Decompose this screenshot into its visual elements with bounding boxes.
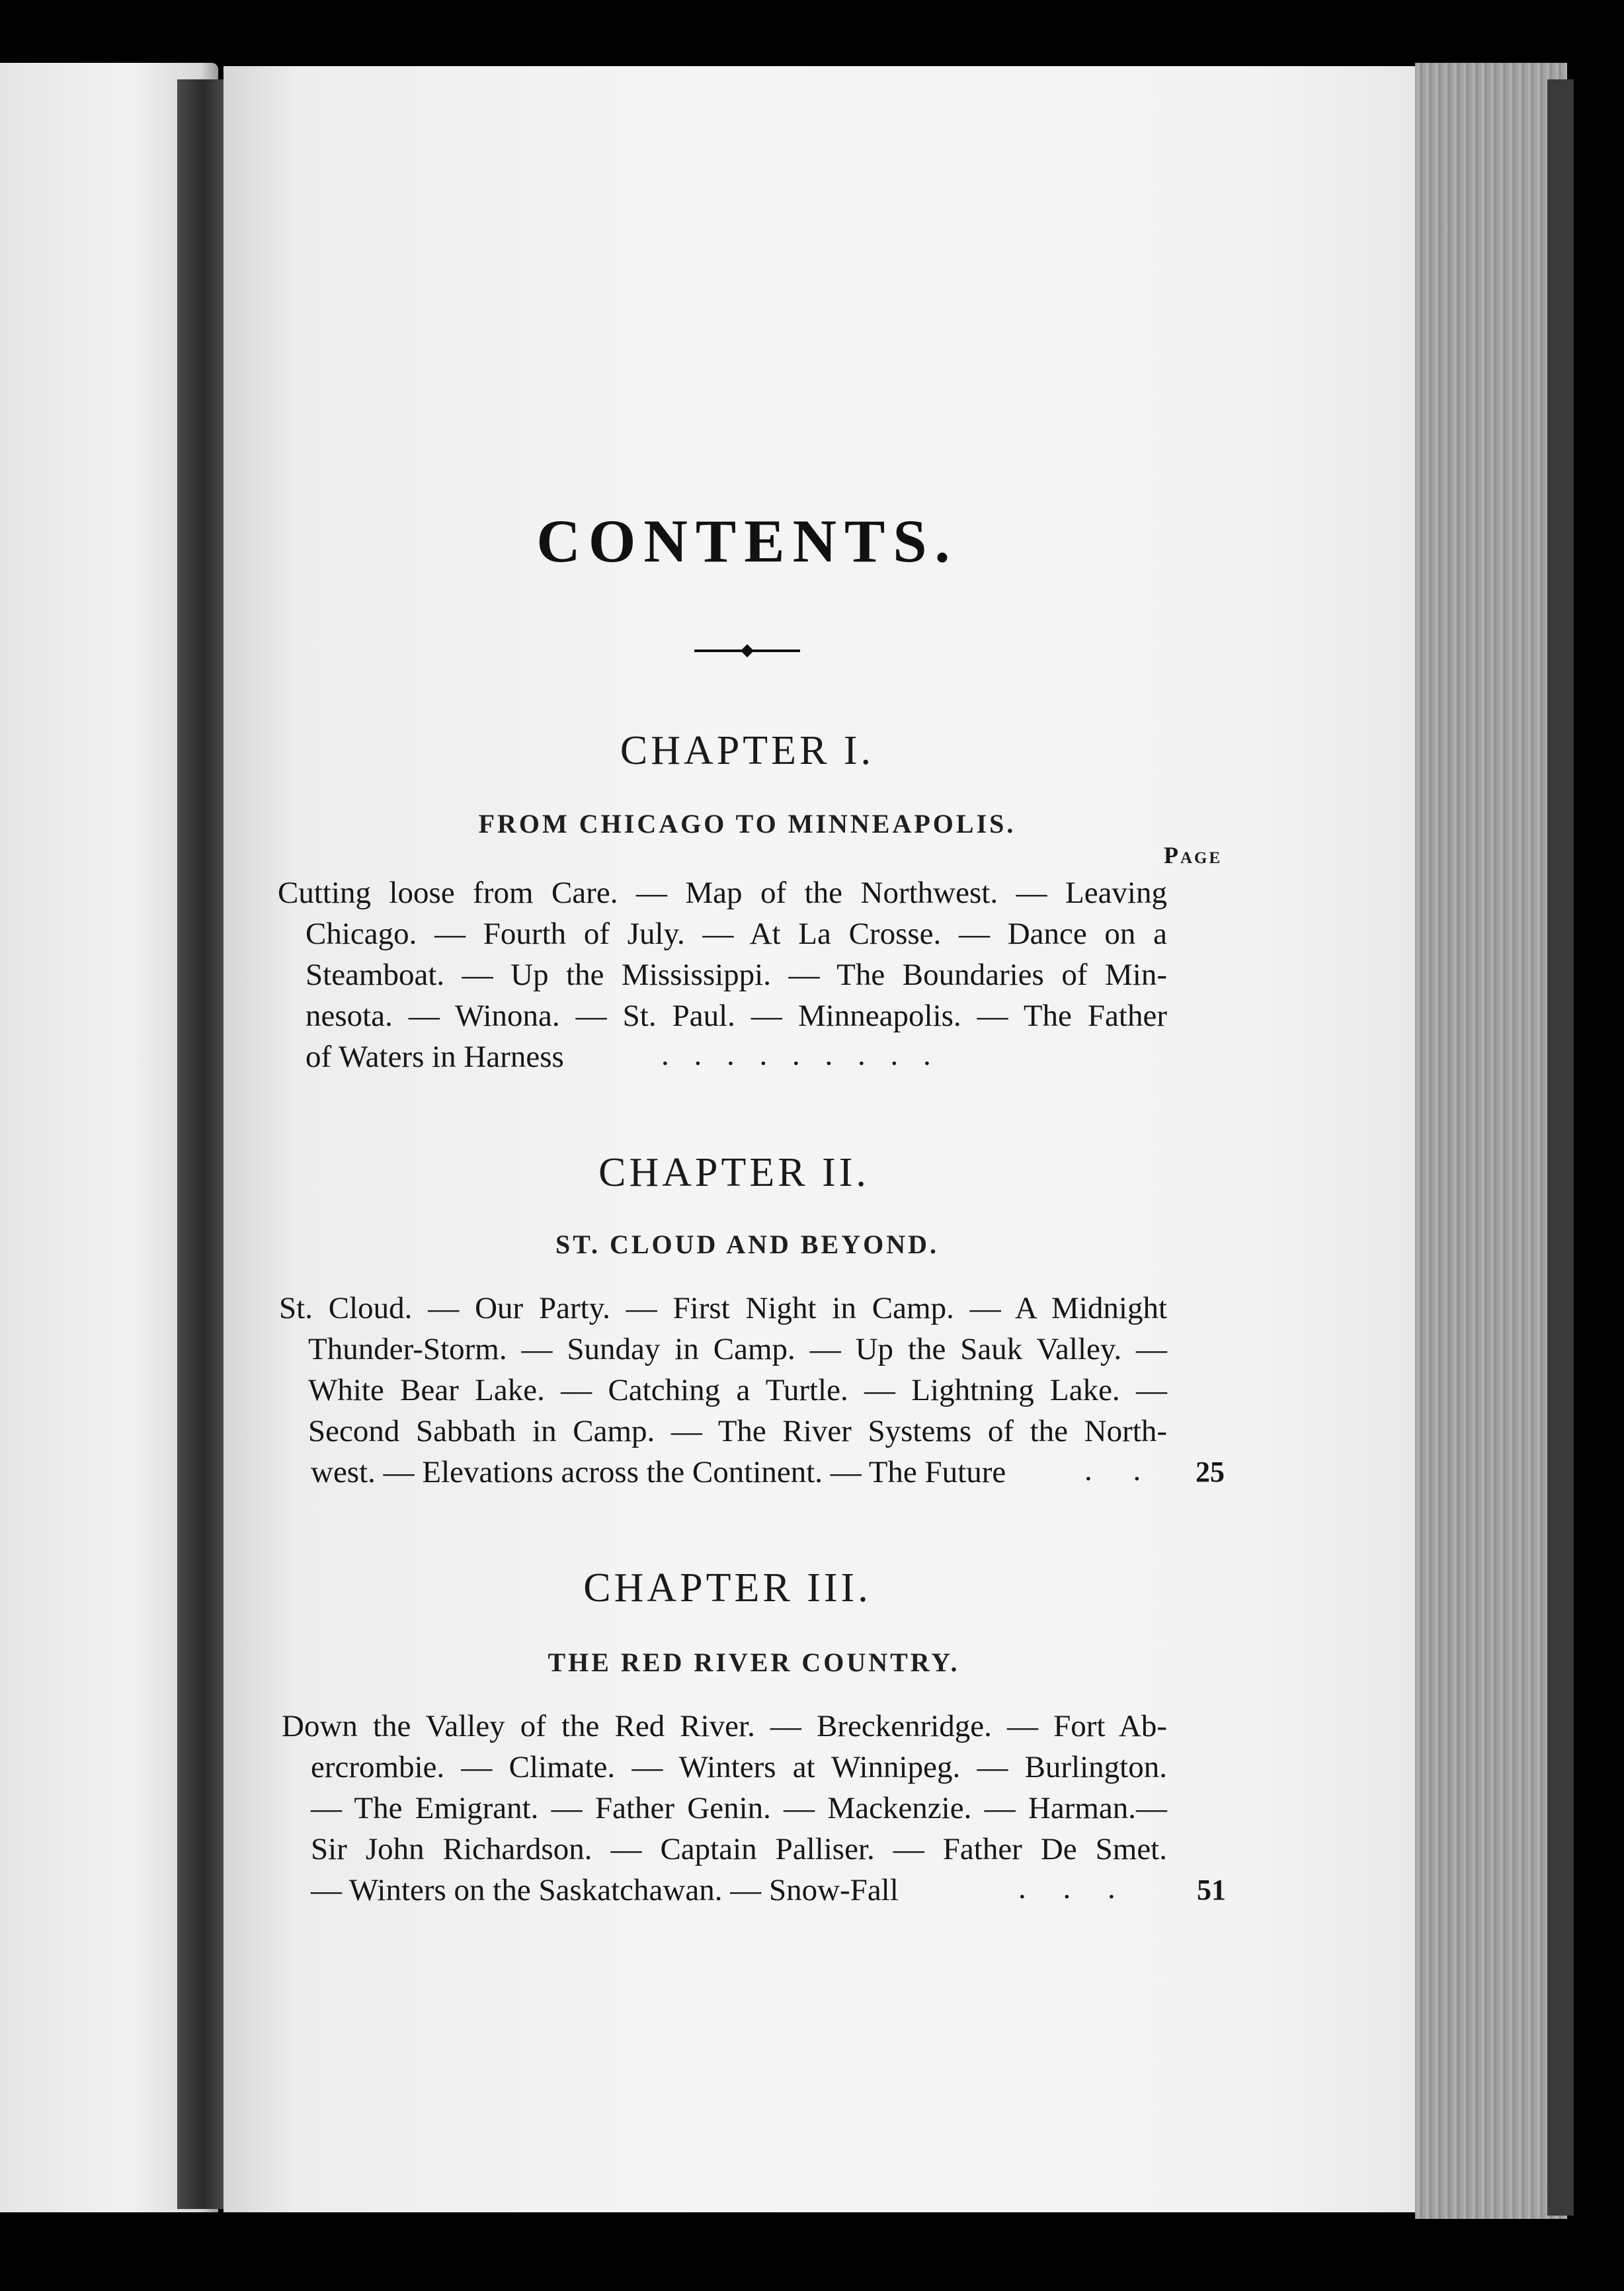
chapter-3-line-2: ercrombie. — Climate. — Winters at Winnipeg. — Burlington. <box>311 1750 1167 1784</box>
chapter-2-page-number: 25 <box>1196 1456 1225 1488</box>
chapter-2-leader: . . <box>1084 1453 1141 1487</box>
chapter-2-line-5: west. — Elevations across the Continent. — The Future <box>311 1455 1006 1489</box>
ornament-divider <box>694 643 800 659</box>
chapter-3-heading: CHAPTER III. <box>583 1565 872 1610</box>
contents-title: CONTENTS. <box>536 507 958 575</box>
chapter-2-line-2: Thunder-Storm. — Sunday in Camp. — Up the Sauk Valley. — <box>308 1332 1167 1366</box>
chapter-1-line-2: Chicago. — Fourth of July. — At La Crosse. — Dance on a <box>305 917 1167 951</box>
chapter-1-line-4: nesota. — Winona. — St. Paul. — Minneapolis. — The Father <box>305 999 1167 1033</box>
page-column-label: Page <box>1164 842 1223 868</box>
chapter-2-heading: CHAPTER II. <box>598 1150 870 1195</box>
chapter-3-line-4: Sir John Richardson. — Captain Palliser. — Father De Smet. <box>311 1832 1167 1866</box>
chapter-3-line-1: Down the Valley of the Red River. — Breckenridge. — Fort Ab- <box>282 1709 1167 1743</box>
chapter-1-line-1: Cutting loose from Care. — Map of the Northwest. — Leaving <box>278 876 1167 910</box>
page-edges-shadow <box>1547 79 1574 2216</box>
page-edges <box>1415 63 1567 2219</box>
chapter-1-subtitle: FROM CHICAGO TO MINNEAPOLIS. <box>478 809 1016 839</box>
chapter-3-line-5: — Winters on the Saskatchawan. — Snow-Fall <box>311 1873 899 1907</box>
chapter-3-leader: . . . <box>1018 1871 1116 1905</box>
chapter-1-line-5: of Waters in Harness <box>305 1040 564 1074</box>
chapter-3-subtitle: THE RED RIVER COUNTRY. <box>548 1647 960 1677</box>
chapter-3-page-number: 51 <box>1197 1874 1226 1906</box>
chapter-1-line-3: Steamboat. — Up the Mississippi. — The Boundaries of Min- <box>305 958 1167 992</box>
chapter-3-line-3: — The Emigrant. — Father Genin. — Mackenzie. — Harman.— <box>311 1791 1167 1825</box>
chapter-2-line-3: White Bear Lake. — Catching a Turtle. — Lightning Lake. — <box>308 1373 1167 1407</box>
chapter-2-line-4: Second Sabbath in Camp. — The River Systems of the North- <box>308 1414 1167 1448</box>
chapter-1-leader: . . . . . . . . . <box>661 1038 931 1072</box>
chapter-2-line-1: St. Cloud. — Our Party. — First Night in Camp. — A Midnight <box>279 1291 1167 1325</box>
chapter-1-heading: CHAPTER I. <box>620 728 875 773</box>
chapter-2-subtitle: ST. CLOUD AND BEYOND. <box>555 1229 939 1259</box>
